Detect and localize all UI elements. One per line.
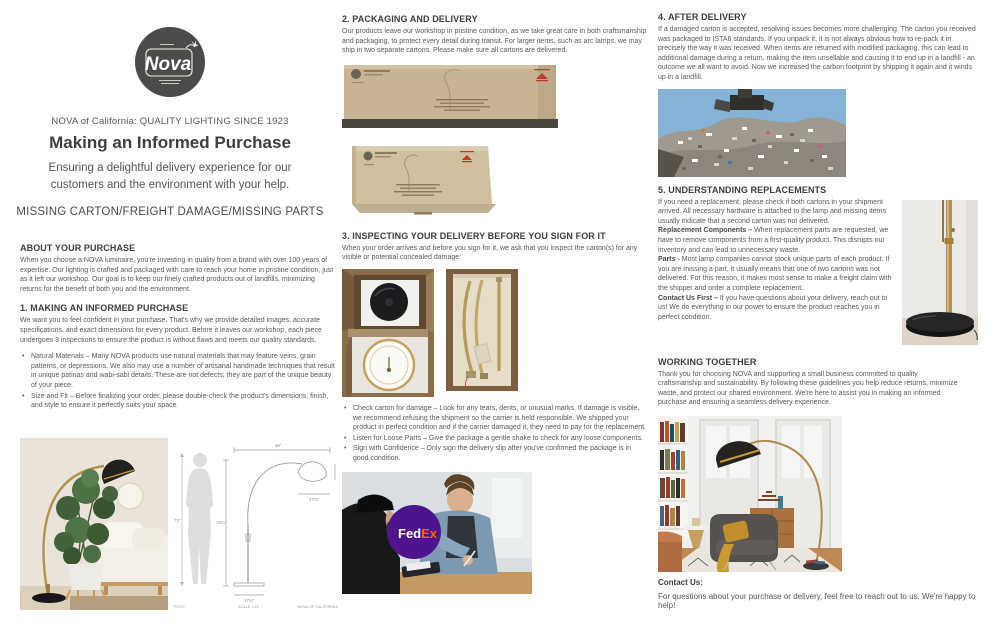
parts-text: Most lamp companies cannot stock unique parts of each product. If you are missing a part, it usually means that one of two cartons was not delivered. For this reason, it makes most sense to make a freight claim with the shipper and order a complete replacement. (658, 256, 892, 292)
page-title: Making an Informed Purchase (49, 133, 291, 152)
section-1-body: We want you to feel confident in your purchase. That's why we provide detailed images, accurate specifications, and exact dimensions for every product. Before it leaves our workshop, each piece undergoes 3 inspections to ensure the product is without flaws and meets our quality standards. (20, 317, 322, 344)
working-together-body: Thank you for choosing NOVA and supporting a small business committed to quality craftsmanship and sustainability. By following these guidelines you help reduce returns, minimize waste, and protect our shared environment. We're here to assist you in making an informed purchase and ensuring a seamless delivery experience. (658, 370, 958, 407)
shade-width-label: 17¾" (308, 497, 320, 502)
base-width-label: 17¼" (243, 598, 255, 603)
scale-label: SCALE 1:20 (238, 605, 259, 609)
fedex-logo-ex: Ex (421, 525, 438, 541)
section-5-intro: If you need a replacement, please check if both cartons in your shipment arrived. All necessary hardware is attached to the lamp and missing items usually indicate that a second carton was not delivered. (658, 198, 886, 225)
living-room-photo (658, 416, 978, 572)
open-carton-base-image (342, 269, 434, 397)
about-heading: ABOUT YOUR PURCHASE (20, 243, 136, 253)
item-code-label: P1007 (174, 605, 185, 609)
fedex-signing-photo (342, 472, 648, 594)
open-carton-photo-base (342, 269, 434, 397)
section-5-heading: 5. UNDERSTANDING REPLACEMENTS (658, 184, 827, 195)
section-3 (342, 231, 648, 263)
working-together-heading: WORKING TOGETHER (658, 356, 757, 367)
parts-lead: Parts - (658, 256, 682, 264)
carton-photo-2 (348, 142, 648, 218)
parts-item (658, 255, 894, 293)
shipping-carton-2-image (348, 142, 500, 218)
section-3-body: When your order arrives and before you sign for it, we ask that you inspect the carton(s) for any visible or potential concealed damage: (342, 244, 638, 262)
open-carton-poles-image (446, 269, 518, 391)
bullet-natural-materials: • Natural Materials – Many NOVA products use natural materials that may feature veins, grain patterns, or depressions. We also may use a number of artisanal handmade techniques that result in unique patinas and wabi-sabi details. These are not defects; they are part of the unique beauty of your piece. (20, 352, 336, 390)
section-4-body: If a damaged carton is accepted, resolving issues becomes more challenging. The carton you received was packaged to ISTA6 standards. If you unpack it, it is not always obvious how to re-pack it in precisely the way it was received. When items are returned with modified packaging, this can lead to additional damage during a return, making the item unsellable and causing it to end up in a landfill - an outcome we all want to avoid. Now we increased the carbon footprint by shipping it again and it winds up in a landfill. (658, 26, 976, 81)
topic-banner: MISSING CARTON/FREIGHT DAMAGE/MISSING PARTS (16, 206, 324, 219)
header-block (0, 24, 340, 218)
contact-body: For questions about your purchase or delivery, feel free to reach out to us. We're happy to help! (658, 591, 976, 610)
section-contact (658, 578, 978, 610)
landfill-photo (658, 89, 978, 177)
carton-photo-1 (342, 63, 648, 131)
replacement-components-lead: Replacement Components – (658, 227, 755, 235)
lamp-height-label: 72¼" (216, 520, 227, 525)
section-4 (658, 12, 978, 83)
section-3-bullets (342, 404, 648, 464)
lamp-base-photo (902, 200, 978, 345)
bullet-sign-confidence: • Sign with Confidence – Only sign the delivery slip after you've confirmed the package is in good condition. (342, 444, 648, 463)
lamp-base-image (902, 200, 978, 345)
contact-us-first-lead: Contact Us First – (658, 294, 720, 302)
lifestyle-photo (20, 438, 168, 610)
nova-logo-icon (133, 24, 207, 100)
about-body: When you choose a NOVA luminaire, you're investing in quality from a brand with over 100 years of expertise. Our lighting is crafted and packaged with care to reach your home in pristine condition, just as it left our workshop. Our goal is to keep our finely crafted products out of landfills, minimizing returns for the benefit of both you and the environment. (20, 257, 334, 293)
nova-logo (133, 24, 207, 100)
dimension-drawing (172, 438, 340, 610)
middle-column (342, 14, 648, 594)
section-1-heading: 1. MAKING AN INFORMED PURCHASE (20, 303, 189, 314)
section-5 (658, 185, 978, 349)
svg-text:FedEx (398, 526, 438, 541)
fedex-logo-fed: Fed (398, 525, 422, 541)
open-carton-photos (342, 269, 648, 397)
shipping-carton-1-image (342, 63, 562, 131)
replacement-components-item (658, 226, 894, 255)
contact-us-first-item (658, 294, 894, 323)
bullet-listen-loose-parts: • Listen for Loose Parts – Give the package a gentle shake to check for any loose components. (342, 434, 648, 444)
section-1-bullets (20, 352, 336, 411)
section-4-heading: 4. AFTER DELIVERY (658, 12, 747, 22)
left-text-column (20, 243, 336, 420)
section-about (20, 243, 336, 294)
contact-us-first-text: If you have questions about your delivery, reach out to us! We do everything in our power to ensure the product reaches you in perfect condition. (658, 294, 888, 321)
section-1 (20, 303, 336, 410)
open-carton-photo-poles (446, 269, 518, 397)
person-height-label: 72" (174, 518, 181, 523)
bullet-size-and-fit: • Size and Fit – Before finalizing your order, please double-check the product's dimensions, finish, and style to ensure it perfectly suits your space. (20, 392, 336, 411)
right-column (658, 12, 978, 610)
fedex-signing-image (342, 472, 532, 594)
section-2 (342, 14, 648, 56)
bullet-check-carton: • Check carton for damage – Look for any tears, dents, or unusual marks. If damage is visible, we recommend refusing the shipment so the carrier is held responsible. We shipped your product in perfect condition and if the carrier damaged it, they need to pay for the replacement. (342, 404, 648, 433)
section-2-heading: 2. PACKAGING AND DELIVERY (342, 14, 478, 24)
section-3-heading: 3. INSPECTING YOUR DELIVERY BEFORE YOU SIGN FOR IT (342, 230, 606, 241)
logo-wordmark: Nova (144, 54, 192, 75)
section-working-together (658, 357, 978, 408)
landfill-image (658, 89, 846, 177)
section-5-text (658, 198, 894, 323)
living-room-image (658, 416, 842, 572)
arc-lamp-lifestyle-image (20, 438, 168, 610)
dimension-drawing-image (172, 438, 340, 610)
contact-heading: Contact Us: (658, 577, 703, 587)
brand-tagline: NOVA of California: QUALITY LIGHTING SINCE 1923 (51, 116, 289, 127)
replacement-components-text: When replacement parts are requested, we have to remove components from a first-quality product. This disrupts our inventory and can lead to unnecessary waste. (658, 227, 889, 254)
arc-width-label: 48" (274, 443, 282, 448)
section-2-body: Our products leave our workshop in pristine condition, as we take great care in both craftsmanship and packaging, to protect every detail during transit. For larger items, such as arc lamps, we may ship in two separate cartons. Please make sure all cartons are delivered. (342, 28, 647, 55)
drawing-brand-label: NOVA OF CALIFORNIA (297, 605, 338, 609)
page-subtitle: Ensuring a delightful delivery experience for our customers and the environment with your help. (48, 162, 292, 191)
